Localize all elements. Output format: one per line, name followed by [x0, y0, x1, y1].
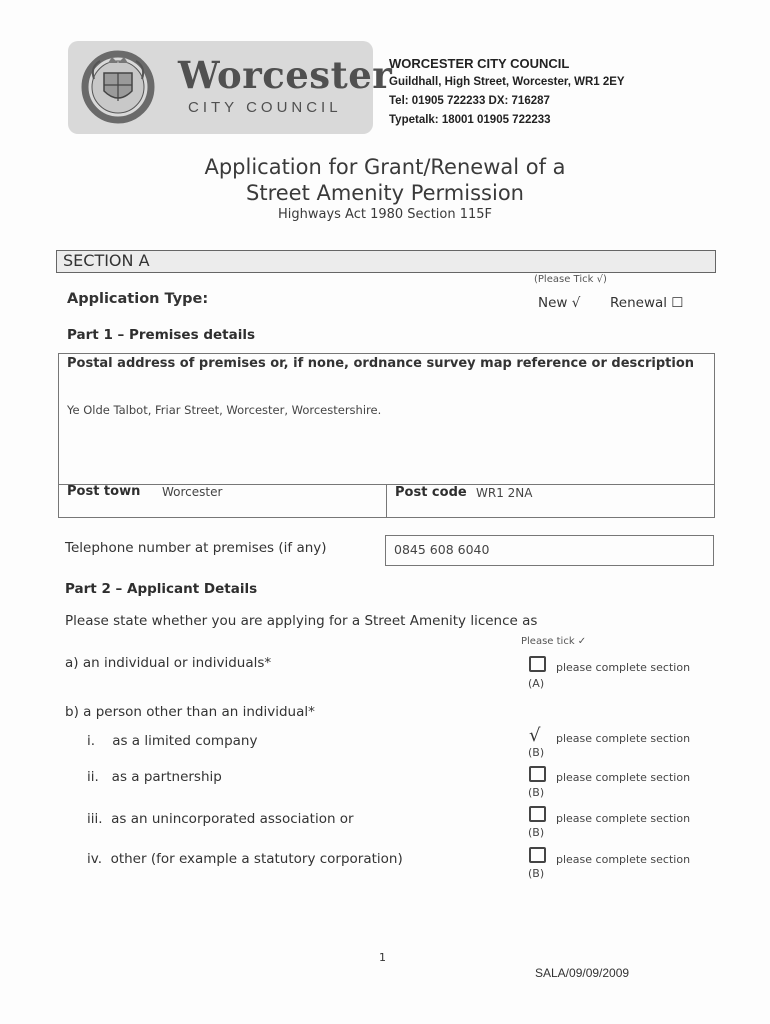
form-title-line2: Street Amenity Permission — [246, 181, 524, 205]
section-ref: (B) — [528, 867, 545, 880]
complete-section-note: please complete section — [556, 853, 691, 866]
section-ref: (A) — [528, 677, 545, 690]
application-type-label: Application Type: — [67, 291, 209, 307]
premises-details-box — [58, 353, 715, 518]
section-ref: (B) — [528, 826, 545, 839]
box-divider — [386, 484, 387, 517]
part2-heading: Part 2 – Applicant Details — [65, 581, 258, 597]
option-individual: a) an individual or individuals* — [65, 655, 272, 671]
complete-section-note: please complete section — [556, 812, 691, 825]
complete-section-note: please complete section — [556, 771, 691, 784]
form-title-line1: Application for Grant/Renewal of a — [204, 155, 566, 179]
council-name: WORCESTER CITY COUNCIL — [389, 56, 570, 71]
partnership-checkbox[interactable] — [529, 766, 546, 782]
new-option[interactable]: New √ — [538, 295, 581, 311]
section-ref: (B) — [528, 786, 545, 799]
page-number: 1 — [379, 951, 386, 964]
section-a-heading: SECTION A — [63, 251, 150, 270]
complete-section-note: please complete section — [556, 661, 691, 674]
section-ref: (B) — [528, 746, 545, 759]
complete-section-note: please complete section — [556, 732, 691, 745]
other-corporation-checkbox[interactable] — [529, 847, 546, 863]
option-other-corporation: iv. other (for example a statutory corporation) — [87, 851, 403, 867]
part2-intro: Please state whether you are applying for a Street Amenity licence as — [65, 613, 538, 629]
form-legislation: Highways Act 1980 Section 115F — [277, 207, 493, 222]
council-logo — [68, 41, 393, 134]
council-telephone: Tel: 01905 722233 DX: 716287 — [389, 95, 550, 107]
option-partnership: ii. as a partnership — [87, 769, 222, 785]
postal-address-label: Postal address of premises or, if none, ordnance survey map reference or description — [67, 356, 695, 371]
unincorporated-checkbox[interactable] — [529, 806, 546, 822]
option-unincorporated: iii. as an unincorporated association or — [87, 811, 354, 827]
form-reference: SALA/09/09/2009 — [535, 966, 630, 980]
council-contact-block — [389, 54, 625, 130]
limited-company-tick[interactable]: √ — [529, 725, 541, 746]
post-code-label: Post code — [395, 485, 467, 500]
please-tick-note: (Please Tick √) — [534, 274, 607, 285]
council-address: Guildhall, High Street, Worcester, WR1 2EY — [389, 76, 625, 88]
renewal-option[interactable]: Renewal ☐ — [610, 295, 684, 311]
individual-checkbox[interactable] — [529, 656, 546, 672]
part2-please-tick: Please tick ✓ — [521, 636, 587, 647]
post-town-value[interactable]: Worcester — [162, 485, 223, 499]
option-limited-company: i. as a limited company — [87, 733, 258, 749]
phone-field[interactable] — [385, 535, 714, 566]
phone-value: 0845 608 6040 — [394, 542, 490, 557]
logo-subtitle: CITY COUNCIL — [188, 99, 342, 116]
option-other-person: b) a person other than an individual* — [65, 704, 315, 720]
council-typetalk: Typetalk: 18001 01905 722233 — [389, 114, 551, 126]
phone-label: Telephone number at premises (if any) — [65, 540, 327, 556]
logo-name: Worcester — [178, 53, 393, 97]
section-a-header — [56, 250, 716, 273]
post-code-value[interactable]: WR1 2NA — [476, 486, 533, 500]
part1-heading: Part 1 – Premises details — [67, 327, 255, 343]
post-town-label: Post town — [67, 484, 141, 499]
crest-icon — [80, 49, 156, 125]
postal-address-value[interactable]: Ye Olde Talbot, Friar Street, Worcester, Worcestershire. — [67, 403, 382, 417]
